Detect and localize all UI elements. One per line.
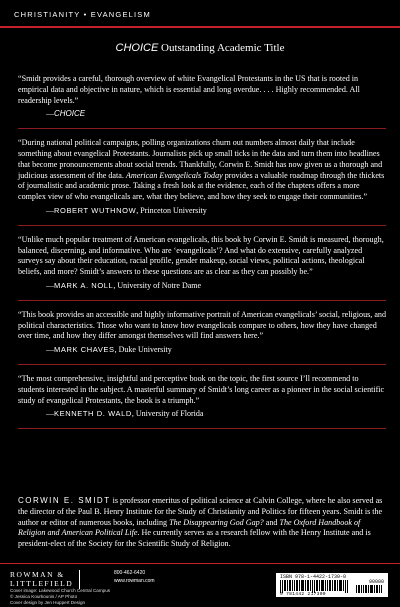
endorsement-noll [18,235,386,290]
isbn-label: ISBN 978-1-4422-1730-0 [280,574,347,580]
isbn-barcode [276,573,388,597]
price-code: 90000 [368,579,384,585]
quote-text [18,138,386,203]
bio-text: is professor emeritus of political science at Calvin College, where he also served as the director of the Paul B. Henry Institute for the Study of Christianity and Politics for fifteen years. Smidt is the author or editor of numerous books, including [18,496,383,527]
publisher-phone: 800-462-6420 [114,570,146,576]
endorsement-wuthnow [18,138,386,215]
publisher-name-line: ROWMAN & [10,570,65,579]
book-title: The Oxford Handbook of Religion and American Political Life [18,517,361,538]
quote-attribution: —KENNETH D. WALD, University of Florida [46,409,204,419]
quote-author: MARK CHAVES [54,345,115,354]
price-barcode-icon [356,585,382,593]
quote-text: “Unlike much popular treatment of American evangelicals, this book by Corwin E. Smidt is measured, thorough, balanced, discerning, and informative. Who are ‘evangelicals’? And what do extensive, carefully analyzed surveys say about their education, racial profile, gender makeup, social views, political actions, theological beliefs, and more? Smidt’s answers to these questions are as clear as they can possibly be.” [18,234,384,276]
publisher-name-line: LITTLEFIELD [10,579,74,589]
publisher-website: www.rowman.com [114,577,155,584]
credit-line: Cover image: Lakewood Church Central Campus [10,588,111,593]
barcode-digits: 9 781442 217300 [280,592,326,597]
author-name: CORWIN E. SMIDT [18,496,111,505]
quote-attribution: —CHOICE [46,109,86,119]
category-label: CHRISTIANITY • EVANGELISM [14,10,151,19]
credit-line: Cover design by Jen Huppert Design [10,600,86,606]
credit-line: © Jessica Kourkounis / AP Photo [10,594,78,600]
publisher-contact [114,570,155,585]
divider [18,428,386,429]
quote-text: “Smidt provides a careful, thorough overview of white Evangelical Protestants in the US that is rooted in empirical data and objective in nature, which is essential and long overdue. . . . Highly recommended. All readership levels.” [18,74,360,105]
book-title: American Evangelicals Today [125,170,223,180]
award-text: Outstanding Academic Title [158,42,285,54]
cover-credits [10,588,110,607]
quote-text: “The most comprehensive, insightful and perceptive book on the topic, the first source I’ll recommend to students interested in the subject. A masterful summary of Smidt’s long career as a pioneer in the social scientific study of evangelical Protestants, the book is a triumph.” [18,374,385,405]
quote-text-part: “During national political campaigns, polling organizations churn out numbers almost daily that include something about evangelical Protestants. Journalists pick up small ticks in the data and turn them into headlines that become pronouncements about social trends. Thankfully, Corwin E. Smidt has now given us a thorough and judicious assessment of the data. [18,138,383,180]
quote-attribution: —ROBERT WUTHNOW, Princeton University [46,205,207,215]
quote-affiliation: , University of Florida [131,409,204,419]
quote-affiliation: , Princeton University [136,205,207,215]
quote-author: ROBERT WUTHNOW [54,205,137,215]
quote-affiliation: , Duke University [114,345,172,354]
bio-text: . He currently serves as a research fellow with the Henry Institute and is president-elect of the Society for the Scientific Study of Religion. [18,528,371,548]
divider [18,300,386,301]
quote-attribution: —MARK A. NOLL, University of Notre Dame [46,280,202,290]
book-title: The Disappearing God Gap? [169,517,264,527]
divider [18,128,386,129]
quote-affiliation: , University of Notre Dame [113,280,202,290]
quote-source: CHOICE [54,109,86,119]
quote-attribution: —MARK CHAVES, Duke University [46,345,172,354]
award-choice: CHOICE [115,42,159,54]
publisher-logo [10,570,80,589]
quote-author: MARK A. NOLL [54,280,114,290]
award-line [0,42,400,54]
divider [18,225,386,226]
footer-divider [0,563,400,564]
divider [18,364,386,365]
endorsement-choice [18,74,386,118]
bio-text: and [263,517,280,527]
endorsement-wald [18,374,386,418]
endorsements [18,74,386,438]
endorsement-chaves [18,310,386,354]
quote-text: “This book provides an accessible and highly informative portrait of American evangelicals’ social, religious, and political characteristics. Those who want to know how evangelicals compare to others, how they have changed over time, and how they differ amongst themselves will find answers here.” [18,309,387,341]
quote-text-part: provides a valuable roadmap through the thickets of journalistic and academic prose. Taking a fresh look at the evidence, each of the chapters offers a more complex view of who evangelicals are, what they believe, and how they seek to engage their communities.” [18,170,385,201]
category-divider [0,26,400,28]
quote-author: KENNETH D. WALD [54,409,132,419]
author-bio [18,496,386,550]
